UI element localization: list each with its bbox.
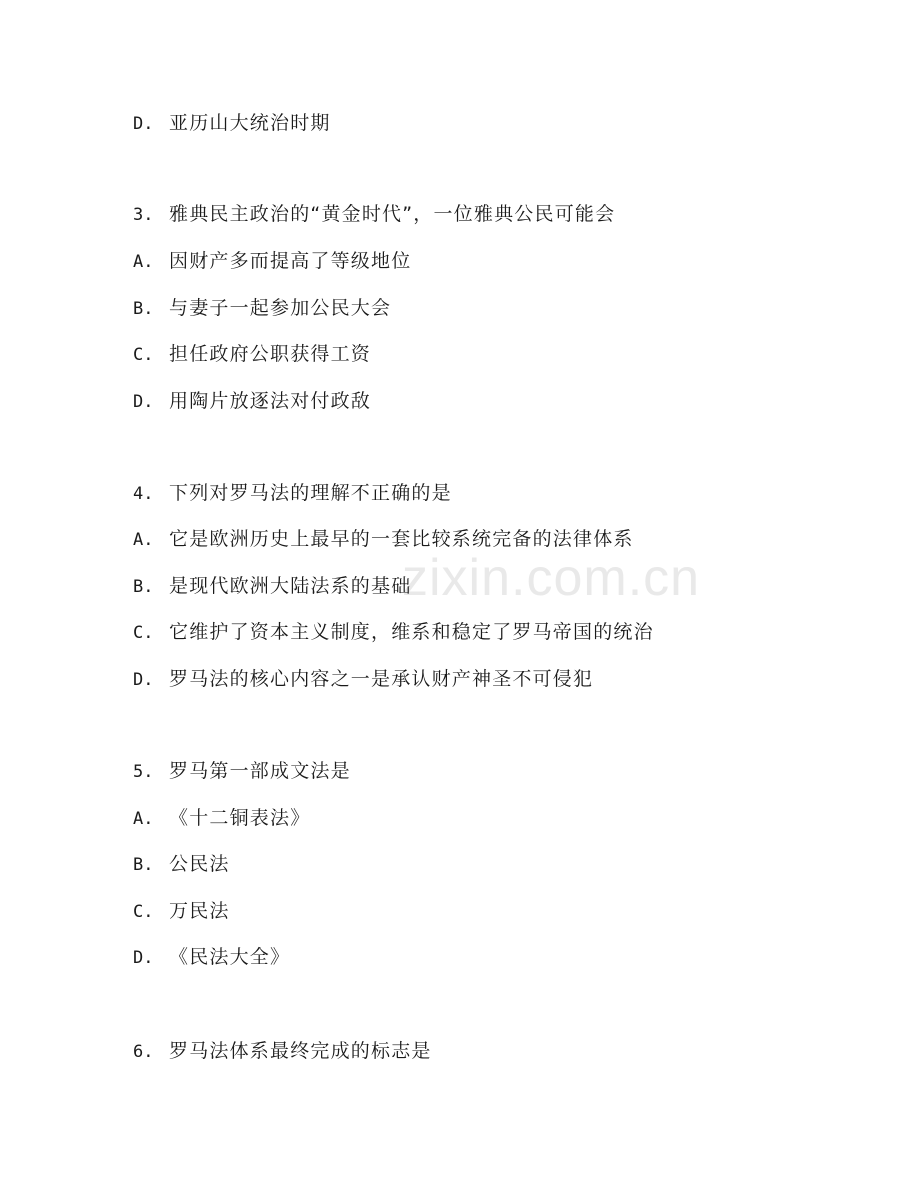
question-text: 雅典民主政治的“黄金时代”，一位雅典公民可能会: [169, 203, 616, 225]
watermark: zixin.com.cn: [402, 549, 701, 607]
option-text: 《民法大全》: [169, 946, 291, 968]
option-text: 用陶片放逐法对付政敌: [169, 390, 372, 412]
question-text: 罗马第一部成文法是: [169, 760, 351, 782]
question-4: [133, 481, 452, 506]
option-marker: C.: [133, 623, 154, 643]
option-text: 它是欧洲历史上最早的一套比较系统完备的法律体系: [169, 528, 634, 550]
option-marker: B.: [133, 855, 154, 875]
option-text: 担任政府公职获得工资: [169, 343, 372, 365]
option-4a: [133, 527, 634, 552]
option-text: 罗马法的核心内容之一是承认财产神圣不可侵犯: [169, 668, 594, 690]
question-text: 罗马法体系最终完成的标志是: [169, 1040, 432, 1062]
option-5d: [133, 945, 290, 970]
option-marker: A.: [133, 530, 154, 550]
option-marker: B.: [133, 577, 154, 597]
question-number: 6.: [133, 1042, 154, 1062]
option-marker: D.: [133, 392, 154, 412]
option-4c: [133, 620, 654, 645]
option-5b: [133, 852, 230, 877]
option-4b: [133, 574, 411, 599]
option-4d: [133, 667, 593, 692]
question-number: 4.: [133, 484, 154, 504]
option-text: 是现代欧洲大陆法系的基础: [169, 575, 412, 597]
question-number: 5.: [133, 762, 154, 782]
question-text: 下列对罗马法的理解不正确的是: [169, 482, 452, 504]
option-5c: [133, 899, 230, 924]
option-3d: [133, 389, 371, 414]
option-text: 亚历山大统治时期: [169, 112, 331, 134]
option-text: 公民法: [169, 853, 230, 875]
option-5a: [133, 806, 310, 831]
option-2d: [133, 111, 331, 136]
option-marker: C.: [133, 902, 154, 922]
option-text: 它维护了资本主义制度，维系和稳定了罗马帝国的统治: [169, 621, 654, 643]
option-text: 万民法: [169, 900, 230, 922]
option-3a: [133, 249, 411, 274]
option-marker: A.: [133, 252, 154, 272]
option-text: 与妻子一起参加公民大会: [169, 297, 392, 319]
option-marker: A.: [133, 809, 154, 829]
option-3b: [133, 296, 391, 321]
option-marker: B.: [133, 299, 154, 319]
question-6: [133, 1039, 432, 1064]
option-marker: C.: [133, 345, 154, 365]
option-marker: D.: [133, 670, 154, 690]
question-3: [133, 202, 615, 227]
option-text: 《十二铜表法》: [169, 807, 311, 829]
option-marker: D.: [133, 114, 154, 134]
question-5: [133, 759, 351, 784]
option-text: 因财产多而提高了等级地位: [169, 250, 412, 272]
question-number: 3.: [133, 205, 154, 225]
option-marker: D.: [133, 948, 154, 968]
option-3c: [133, 342, 371, 367]
